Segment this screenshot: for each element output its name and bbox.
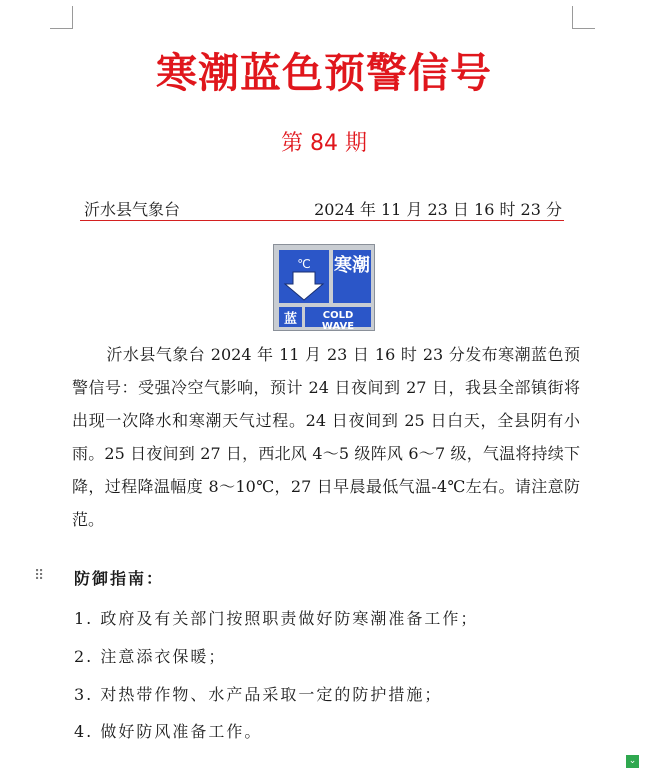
guide-item: 2. 注意添衣保暖； [74,647,227,666]
warning-title: 寒潮蓝色预警信号 [156,49,492,97]
drag-handle-icon[interactable]: ⠿ [34,568,45,584]
guide-item: 4. 做好防风准备工作。 [74,722,263,741]
badge-level: 蓝 [283,312,297,327]
issuer-line [80,196,564,221]
badge-level-tile [279,307,302,327]
crop-mark-top-right [572,6,595,29]
badge-english: COLD WAVE [321,310,355,332]
issuer-name: 沂水县气象台 [84,200,181,219]
guide-title: 防御指南： [74,569,165,588]
warning-body [72,338,580,536]
corner-download-icon[interactable]: ⌄ [626,755,639,768]
guide-item: 3. 对热带作物、水产品采取一定的防护措施； [74,685,443,704]
down-arrow-icon [279,250,329,303]
badge-english-tile [305,307,371,332]
issue-number: 第 84 期 [281,131,367,156]
badge-hanchao: 寒潮 [334,255,370,276]
celsius-icon: ℃ [297,257,311,271]
crop-mark-top-left [50,6,73,29]
badge-thermo-tile [279,250,329,303]
cold-wave-blue-badge [273,244,375,331]
warning-body-text: 沂水县气象台 2024 年 11 月 23 日 16 时 23 分发布寒潮蓝色预警信号：受强冷空气影响，预计 24 日夜间到 27 日，我县全部镇街将出现一次降水和寒潮天气过程。24 日夜间到 25 日白天，全县阴有小雨。25 日夜间到 27 日，西北风 4～5 级阵风 6～7 级，气温将持续下降，过程降温幅度 8～10℃，27 日早晨最低气温-4℃左右。请注意防范。 [72,345,580,529]
badge-text-tile [333,250,371,303]
guide-item: 1. 政府及有关部门按照职责做好防寒潮准备工作； [74,609,479,628]
issue-datetime: 2024 年 11 月 23 日 16 时 23 分 [314,200,562,219]
